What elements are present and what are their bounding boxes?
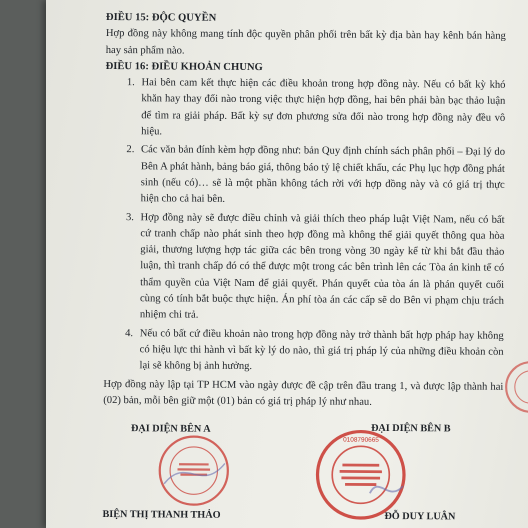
clause-1: 1. Hai bên cam kết thực hiện các điều khoản trong hợp đồng này. Nếu có bất kỳ khó khăn hay thay đổi nào trong việc thực hiện hợp đồng, hai bên phải bàn bạc thảo luận để tìm ra giải pháp. Bất kỳ sự đơn phương sửa đổi nào trong hợp đồng này đều vô hiệu. — [137, 75, 505, 143]
clause-3: 3. Hợp đồng này sẽ được điều chỉnh và giải thích theo pháp luật Việt Nam, nếu có bất cứ tranh chấp nào phát sinh theo hợp đồng mà không thể giải quyết thông qua hòa giải, thương lượng hợp tác giữa các bên trong vòng 30 ngày kể từ khi bắt đầu thảo luận, thì tranh chấp đó có thể được một trong các bên trình lên các Tòa án kinh tế có thẩm quyền của Việt Nam để giải quyết. Phán quyết của tòa án là phán quyết cuối cùng có tính bắt buộc thực hiện. Án phí tòa án các cấp sẽ do Bên vi phạm chịu trách nhiệm chi trả. — [136, 210, 505, 327]
party-b-stamp — [314, 429, 407, 522]
stamp-b-code: 0108790665 — [343, 436, 379, 444]
clause-4: 4. Nếu có bất cứ điều khoản nào trong hợp đồng này trở thành bất hợp pháp hay không có hiệu lực thi hành vì bất kỳ lý do nào, thì giá trị pháp lý của những điều khoản còn lại sẽ không bị ảnh hưởng. — [135, 326, 503, 377]
stamp-b-svg — [314, 429, 407, 522]
clause-2: 2. Các văn bản đính kèm hợp đồng như: bản Quy định chính sách phân phối – Đại lý do Bên A phát hành, bảng báo giá, thông báo tỷ lệ chiết khấu, các Phụ lục hợp đồng phát sinh (nếu có)… sẽ là một phần không tách rời với hợp đồng này và có giá trị thực hiện cho cả hai bên. — [137, 143, 505, 211]
article-15-title: ĐIỀU 15: ĐỘC QUYỀN — [105, 11, 217, 24]
article-16-list — [103, 75, 505, 377]
party-b-name: ĐỖ DUY LUÂN — [384, 511, 456, 523]
article-15-body: Hợp đồng này không mang tính độc quyền phân phối trên bất kỳ địa bàn hay kênh bán hàng hay sản phẩm nào. — [105, 28, 506, 57]
party-b-label: ĐẠI DIỆN BÊN B — [371, 422, 451, 435]
document-content — [102, 10, 506, 528]
article-16-title: ĐIỀU 16: ĐIỀU KHOẢN CHUNG — [105, 60, 263, 73]
document-page — [46, 0, 528, 528]
party-a-name: BIỆN THỊ THANH THẢO — [102, 509, 221, 521]
party-a-label: ĐẠI DIỆN BÊN A — [131, 423, 211, 435]
signature-block — [102, 417, 503, 528]
party-a-stamp — [157, 433, 232, 508]
edge-seal — [504, 360, 528, 414]
closing-paragraph: Hợp đồng này lập tại TP HCM vào ngày được đề cập trên đầu trang 1, và được lập thành hai (02) bản, mỗi bên giữ một (01) bản có giá trị pháp lý như nhau. — [103, 378, 504, 408]
stamp-a-svg — [157, 433, 232, 508]
